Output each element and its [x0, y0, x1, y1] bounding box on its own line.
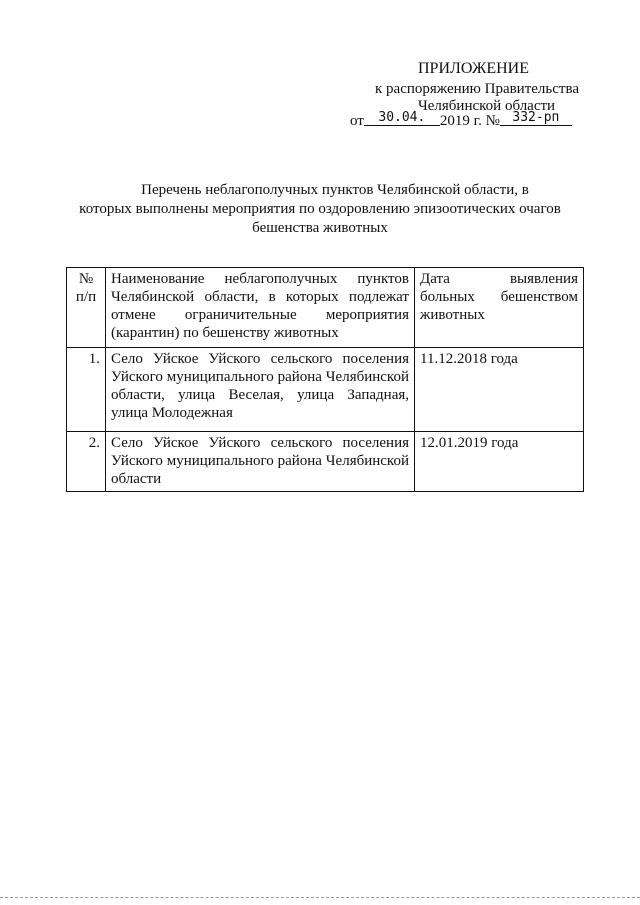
table-header-row — [67, 268, 584, 348]
header-name-cell: Наименование неблагополучных пунктов Челябинской области, в которых подлежат отмене ограничительные мероприятия (карантин) по бешенству животных — [106, 268, 415, 348]
document-title — [60, 181, 580, 238]
row-name-cell: Село Уйское Уйского сельского поселения Уйского муниципального района Челябинской области — [106, 432, 415, 492]
registry-table — [66, 267, 584, 492]
year-label: 2019 г. № — [439, 113, 500, 129]
document-title-line2: которых выполнены мероприятия по оздоровлению эпизоотических очагов — [79, 201, 561, 217]
row-date-cell: 12.01.2019 года — [415, 432, 584, 492]
page-bottom-divider — [0, 897, 640, 898]
appendix-subtitle-line2: Челябинской области — [418, 98, 556, 114]
table-row — [67, 432, 584, 492]
order-number-field: 332-рп — [500, 111, 572, 126]
order-date-row — [350, 112, 572, 130]
table-row — [67, 348, 584, 432]
date-prefix: от — [350, 113, 364, 129]
appendix-title: ПРИЛОЖЕНИЕ — [418, 60, 530, 77]
row-number-cell: 1. — [67, 348, 106, 432]
order-date-field: 30.04. — [364, 111, 440, 126]
row-name-cell: Село Уйское Уйского сельского поселения Уйского муниципального района Челябинской области, улица Веселая, улица Западная, улица Молодежная — [106, 348, 415, 432]
row-date-cell: 11.12.2018 года — [415, 348, 584, 432]
header-num-cell: № п/п — [67, 268, 106, 348]
appendix-subtitle-line1: к распоряжению Правительства — [375, 81, 580, 97]
header-date-cell: Дата выявления больных бешенством животных — [415, 268, 584, 348]
document-title-line1: Перечень неблагополучных пунктов Челябинской области, в — [141, 182, 529, 198]
row-number-cell: 2. — [67, 432, 106, 492]
document-title-line3: бешенства животных — [252, 220, 388, 236]
